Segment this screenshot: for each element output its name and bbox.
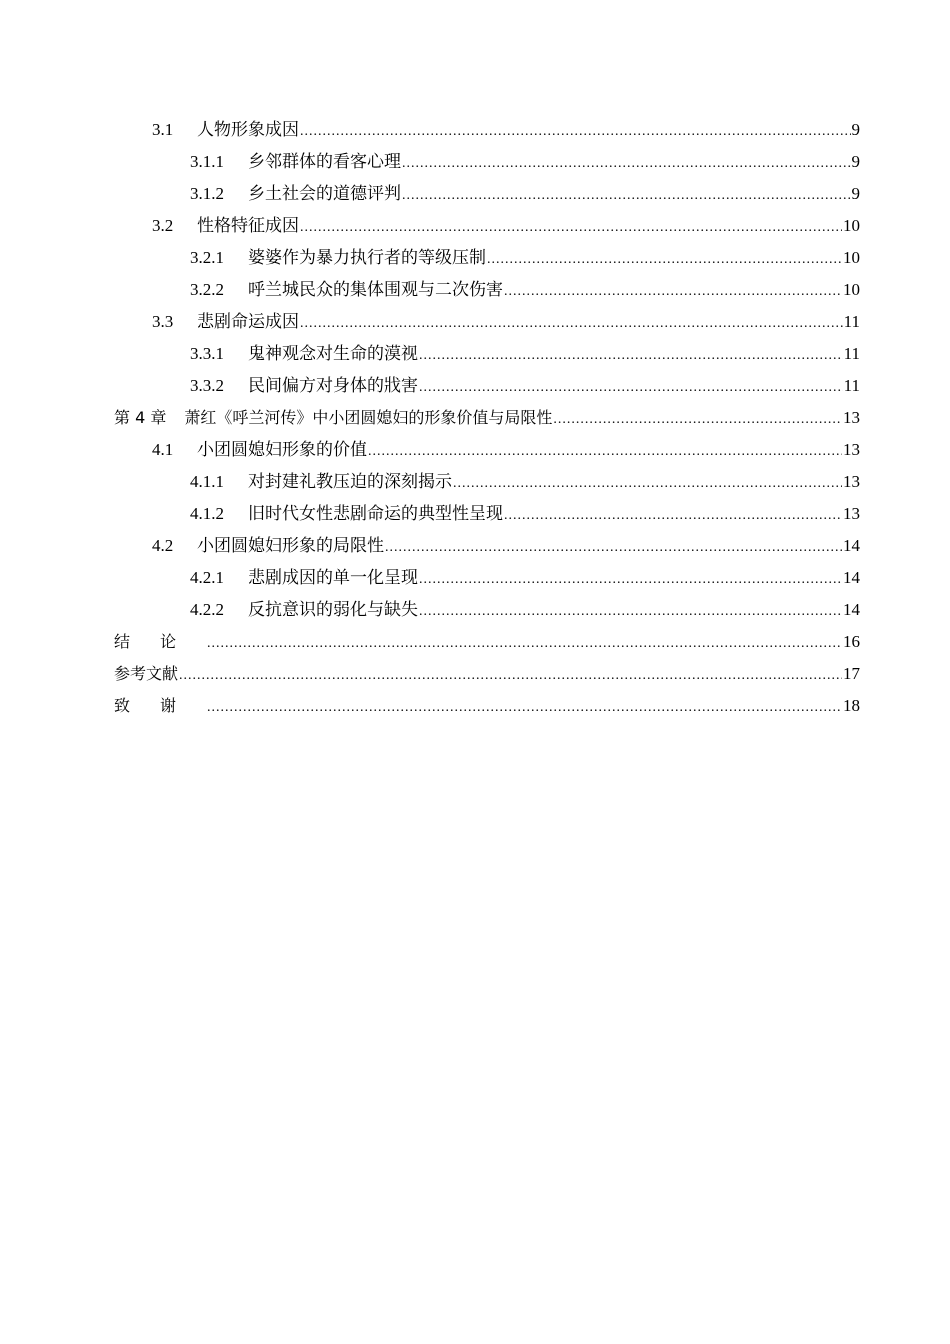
dot-leader [300, 212, 842, 244]
dot-leader [504, 500, 842, 532]
toc-entry-number: 4.1 [152, 440, 174, 459]
toc-entry-title: 乡土社会的道德评判 [248, 184, 401, 203]
dot-leader [553, 404, 842, 436]
toc-entry-title: 人物形象成因 [197, 120, 299, 139]
toc-entry-title: 悲剧成因的单一化呈现 [248, 568, 418, 587]
toc-entry-title: 小团圆媳妇形象的局限性 [197, 536, 384, 555]
dot-leader [504, 276, 842, 308]
toc-entry-number: 4.2.2 [190, 600, 224, 619]
toc-entry-number: 3.1.1 [190, 152, 224, 171]
toc-entry-3-1-1[interactable] [114, 146, 860, 178]
toc-entry-title: 结论 [114, 632, 207, 651]
toc-entry-page: 11 [843, 312, 860, 331]
toc-entry-page: 10 [843, 216, 860, 235]
toc-entry-page: 13 [843, 408, 860, 427]
toc-entry-3-3[interactable] [114, 306, 860, 338]
toc-entry-title: 鬼神观念对生命的漠视 [248, 344, 418, 363]
toc-entry-title: 婆婆作为暴力执行者的等级压制 [248, 248, 486, 267]
toc-entry-number: 4.1.2 [190, 504, 224, 523]
toc-entry-title: 反抗意识的弱化与缺失 [248, 600, 418, 619]
toc-entry-title: 小团圆媳妇形象的价值 [197, 440, 367, 459]
toc-entry-page: 9 [851, 152, 860, 171]
toc-entry-number: 3.3 [152, 312, 174, 331]
toc-entry-number: 3.1.2 [190, 184, 224, 203]
toc-entry-title: 呼兰城民众的集体围观与二次伤害 [248, 280, 503, 299]
toc-entry-title: 萧红《呼兰河传》中小团圆媳妇的形象价值与局限性 [184, 408, 553, 427]
toc-entry-number: 3.1 [152, 120, 174, 139]
toc-entry-4-1[interactable] [114, 434, 860, 466]
toc-entry-references[interactable] [114, 658, 860, 690]
toc-entry-3-3-2[interactable] [114, 370, 860, 402]
toc-entry-number: 4.1.1 [190, 472, 224, 491]
toc-entry-3-2-2[interactable] [114, 274, 860, 306]
dot-leader [300, 308, 843, 340]
toc-entry-page: 10 [843, 248, 860, 267]
toc-entry-acknowledgements[interactable] [114, 690, 860, 722]
toc-entry-title: 性格特征成因 [197, 216, 299, 235]
toc-entry-number: 3.3.1 [190, 344, 224, 363]
dot-leader [402, 148, 851, 180]
toc-entry-page: 18 [843, 696, 860, 715]
toc-entry-title: 参考文献 [114, 664, 179, 683]
toc-entry-3-2-1[interactable] [114, 242, 860, 274]
toc-entry-4-2[interactable] [114, 530, 860, 562]
toc-entry-title: 悲剧命运成因 [197, 312, 299, 331]
toc-entry-title: 对封建礼教压迫的深刻揭示 [248, 472, 452, 491]
toc-entry-number: 3.3.2 [190, 376, 224, 395]
toc-entry-4-2-2[interactable] [114, 594, 860, 626]
toc-entry-title: 乡邻群体的看客心理 [248, 152, 401, 171]
toc-entry-page: 10 [843, 280, 860, 299]
dot-leader [419, 372, 843, 404]
toc-entry-3-1[interactable] [114, 114, 860, 146]
toc-entry-3-1-2[interactable] [114, 178, 860, 210]
toc-entry-page: 13 [843, 472, 860, 491]
dot-leader [487, 244, 842, 276]
toc-entry-page: 14 [843, 600, 860, 619]
dot-leader [419, 564, 842, 596]
toc-entry-3-3-1[interactable] [114, 338, 860, 370]
dot-leader [419, 596, 842, 628]
toc-entry-page: 11 [843, 344, 860, 363]
table-of-contents [114, 114, 860, 722]
toc-entry-page: 14 [843, 536, 860, 555]
dot-leader [402, 180, 851, 212]
toc-entry-number: 3.2.2 [190, 280, 224, 299]
toc-entry-title: 致谢 [114, 696, 207, 715]
dot-leader [179, 660, 842, 692]
toc-entry-number: 4.2.1 [190, 568, 224, 587]
toc-entry-4-2-1[interactable] [114, 562, 860, 594]
toc-entry-4-1-1[interactable] [114, 466, 860, 498]
dot-leader [300, 116, 851, 148]
toc-entry-chapter-4[interactable] [114, 402, 860, 434]
dot-leader [385, 532, 842, 564]
toc-entry-number: 4.2 [152, 536, 174, 555]
dot-leader [207, 692, 842, 724]
toc-entry-page: 9 [851, 120, 860, 139]
toc-entry-number: 3.2.1 [190, 248, 224, 267]
dot-leader [419, 340, 843, 372]
dot-leader [368, 436, 842, 468]
toc-entry-page: 14 [843, 568, 860, 587]
toc-entry-page: 9 [851, 184, 860, 203]
toc-entry-3-2[interactable] [114, 210, 860, 242]
toc-entry-4-1-2[interactable] [114, 498, 860, 530]
toc-entry-number: 3.2 [152, 216, 174, 235]
toc-entry-page: 17 [843, 664, 860, 683]
dot-leader [207, 628, 842, 660]
toc-entry-conclusion[interactable] [114, 626, 860, 658]
toc-entry-title: 民间偏方对身体的戕害 [248, 376, 418, 395]
toc-entry-page: 11 [843, 376, 860, 395]
toc-entry-page: 13 [843, 440, 860, 459]
dot-leader [453, 468, 842, 500]
toc-entry-page: 13 [843, 504, 860, 523]
toc-entry-page: 16 [843, 632, 860, 651]
toc-chapter-number: 第 4 章 [114, 408, 167, 427]
toc-entry-title: 旧时代女性悲剧命运的典型性呈现 [248, 504, 503, 523]
